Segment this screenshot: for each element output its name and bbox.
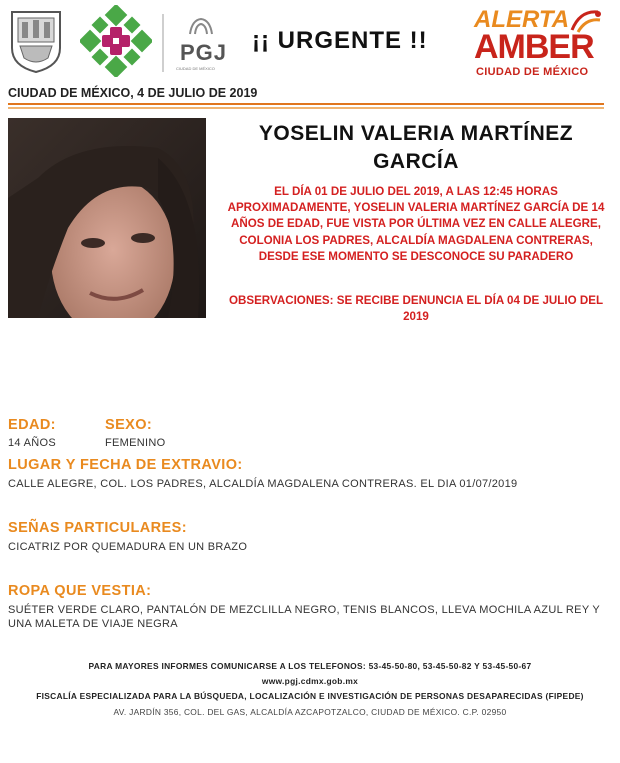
website-link[interactable]: www.pgj.cdmx.gob.mx <box>261 676 359 686</box>
alerta-amber-logo <box>474 6 610 84</box>
clothing-value: SUÉTER VERDE CLARO, PANTALÓN DE MEZCLILLA NEGRO, TENIS BLANCOS, LLEVA MOCHILA AZUL REY Y UNA MALETA DE VIAJE NEGRA <box>8 604 600 630</box>
amber-logo-alerta: ALERTA <box>474 6 570 33</box>
place-date-value: CALLE ALEGRE, COL. LOS PADRES, ALCALDÍA MAGDALENA CONTRERAS. EL DIA 01/07/2019 <box>8 478 518 490</box>
pgj-subtitle: CIUDAD DE MÉXICO <box>176 66 215 71</box>
urgent-heading: ¡¡ URGENTE !! <box>252 27 428 54</box>
distinguishing-marks-label: SEÑAS PARTICULARES: <box>8 520 187 536</box>
clothing-label: ROPA QUE VESTIA: <box>8 583 152 599</box>
age-value: 14 AÑOS <box>8 437 56 449</box>
header-divider <box>162 14 164 72</box>
missing-person-photo <box>8 118 206 318</box>
agency-name: FISCALÍA ESPECIALIZADA PARA LA BÚSQUEDA, LOCALIZACIÓN E INVESTIGACIÓN DE PERSONAS DESAPARECIDAS (FIPEDE) <box>36 691 584 701</box>
cdmx-shield-logo <box>8 8 64 74</box>
cdmx-logo <box>80 5 152 77</box>
person-name <box>222 120 610 176</box>
disappearance-description: EL DÍA 01 DE JULIO DEL 2019, A LAS 12:45 HORAS APROXIMADAMENTE, YOSELIN VALERIA MARTÍNEZ GARCÍA DE 14 AÑOS DE EDAD, FUE VISTA POR ÚLTIMA VEZ EN CALLE ALEGRE, COLONIA LOS PADRES, ALCALDÍA MAGDALENA CONTRERAS, DESDE ESE MOMENTO SE DESCONOCE SU PARADERO <box>227 185 605 263</box>
pgj-logo <box>172 14 232 72</box>
person-name-line1: YOSELIN VALERIA MARTÍNEZ <box>258 122 574 145</box>
header-rule <box>8 103 604 105</box>
alert-date: CIUDAD DE MÉXICO, 4 DE JULIO DE 2019 <box>8 86 258 100</box>
amber-logo-amber: AMBER <box>474 28 594 66</box>
sex-label: SEXO: <box>105 417 153 433</box>
pgj-emblem-icon <box>186 16 216 38</box>
sex-value: FEMENINO <box>105 437 166 449</box>
pgj-wordmark: PGJ <box>180 40 228 65</box>
agency-address: AV. JARDÍN 356, COL. DEL GAS, ALCALDÍA AZCAPOTZALCO, CIUDAD DE MÉXICO. C.P. 02950 <box>113 707 507 717</box>
place-date-label: LUGAR Y FECHA DE EXTRAVIO: <box>8 457 243 473</box>
amber-logo-city: CIUDAD DE MÉXICO <box>476 66 589 78</box>
distinguishing-marks-value: CICATRIZ POR QUEMADURA EN UN BRAZO <box>8 541 248 553</box>
header-rule-light <box>8 107 604 109</box>
observations: OBSERVACIONES: SE RECIBE DENUNCIA EL DÍA 04 DE JULIO DEL 2019 <box>228 294 604 324</box>
person-name-line2: GARCÍA <box>373 150 459 173</box>
contact-phones: PARA MAYORES INFORMES COMUNICARSE A LOS TELEFONOS: 53-45-50-80, 53-45-50-82 Y 53-45-50-67 <box>88 661 532 671</box>
age-label: EDAD: <box>8 417 56 433</box>
